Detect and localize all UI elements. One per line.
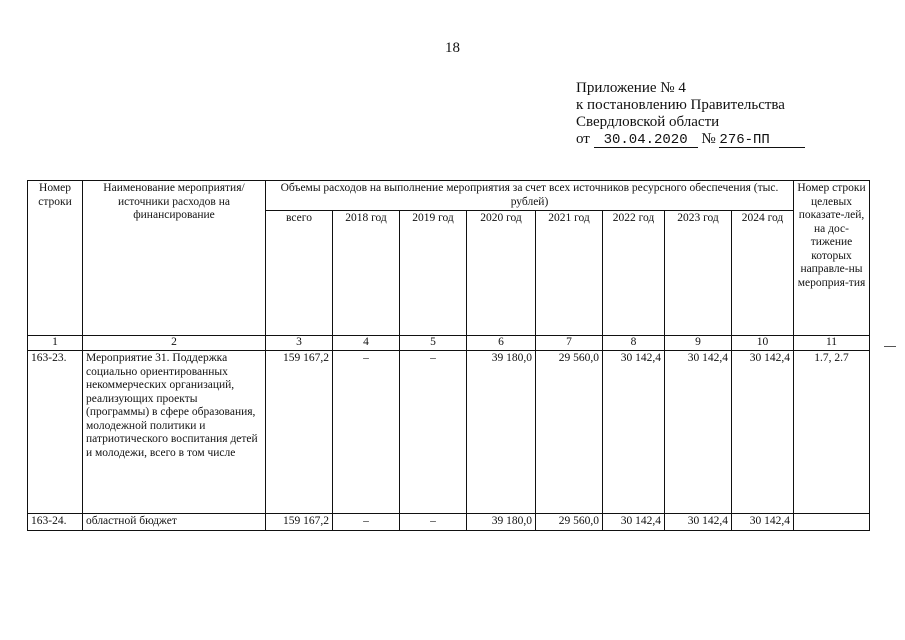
column-number: 3 <box>266 336 333 351</box>
column-number-row <box>28 336 870 351</box>
from-label: от <box>576 131 590 147</box>
header-row <box>28 181 870 211</box>
row-2019: – <box>400 514 467 531</box>
appendix-date-line <box>576 131 805 148</box>
row-2024: 30 142,4 <box>732 514 794 531</box>
row-2021: 29 560,0 <box>536 351 603 514</box>
row-2022: 30 142,4 <box>603 351 665 514</box>
row-number: 163-24. <box>28 514 83 531</box>
page-number: 18 <box>445 40 460 56</box>
row-2021: 29 560,0 <box>536 514 603 531</box>
row-target: 1.7, 2.7 <box>794 351 870 514</box>
header-year: 2023 год <box>665 211 732 336</box>
row-2019: – <box>400 351 467 514</box>
resolution-date: 30.04.2020 <box>594 133 698 148</box>
header-year: 2018 год <box>333 211 400 336</box>
appendix-header <box>576 80 805 148</box>
row-total: 159 167,2 <box>266 514 333 531</box>
column-number: 2 <box>83 336 266 351</box>
header-row-number: Номер строки <box>28 181 83 336</box>
table-row <box>28 351 870 514</box>
row-2024: 30 142,4 <box>732 351 794 514</box>
row-2020: 39 180,0 <box>467 514 536 531</box>
column-number: 4 <box>333 336 400 351</box>
resolution-number: 276-ПП <box>719 133 805 148</box>
row-number: 163-23. <box>28 351 83 514</box>
column-number: 5 <box>400 336 467 351</box>
row-2020: 39 180,0 <box>467 351 536 514</box>
row-total: 159 167,2 <box>266 351 333 514</box>
column-number: 1 <box>28 336 83 351</box>
row-name: областной бюджет <box>83 514 266 531</box>
column-number: 6 <box>467 336 536 351</box>
header-year: 2022 год <box>603 211 665 336</box>
header-year: 2019 год <box>400 211 467 336</box>
row-name: Мероприятие 31. Поддержка социально ориентированных некоммерческих организаций, реализующих проекты (программы) в сфере образования, молодежной политики и патриотического воспитания детей и молодежи, всего в том числе <box>83 351 266 514</box>
header-total: всего <box>266 211 333 336</box>
header-name: Наименование мероприятия/источники расходов на финансирование <box>83 181 266 336</box>
header-target: Номер строки целевых показате-лей, на дос-тижение которых направле-ны мероприя-тия <box>794 181 870 336</box>
expenses-table <box>27 180 870 531</box>
row-2018: – <box>333 351 400 514</box>
row-target <box>794 514 870 531</box>
column-number: 8 <box>603 336 665 351</box>
number-label: № <box>701 131 716 147</box>
table-row <box>28 514 870 531</box>
scan-mark <box>884 346 896 347</box>
row-2023: 30 142,4 <box>665 514 732 531</box>
header-year: 2020 год <box>467 211 536 336</box>
column-number: 7 <box>536 336 603 351</box>
appendix-region: Свердловской области <box>576 114 720 130</box>
header-year: 2021 год <box>536 211 603 336</box>
row-2022: 30 142,4 <box>603 514 665 531</box>
row-2018: – <box>333 514 400 531</box>
row-2023: 30 142,4 <box>665 351 732 514</box>
appendix-resolution: к постановлению Правительства <box>576 97 785 113</box>
column-number: 9 <box>665 336 732 351</box>
appendix-title: Приложение № 4 <box>576 80 686 96</box>
column-number: 10 <box>732 336 794 351</box>
column-number: 11 <box>794 336 870 351</box>
header-year: 2024 год <box>732 211 794 336</box>
header-volumes: Объемы расходов на выполнение мероприятия за счет всех источников ресурсного обеспечения (тыс. рублей) <box>266 181 794 211</box>
